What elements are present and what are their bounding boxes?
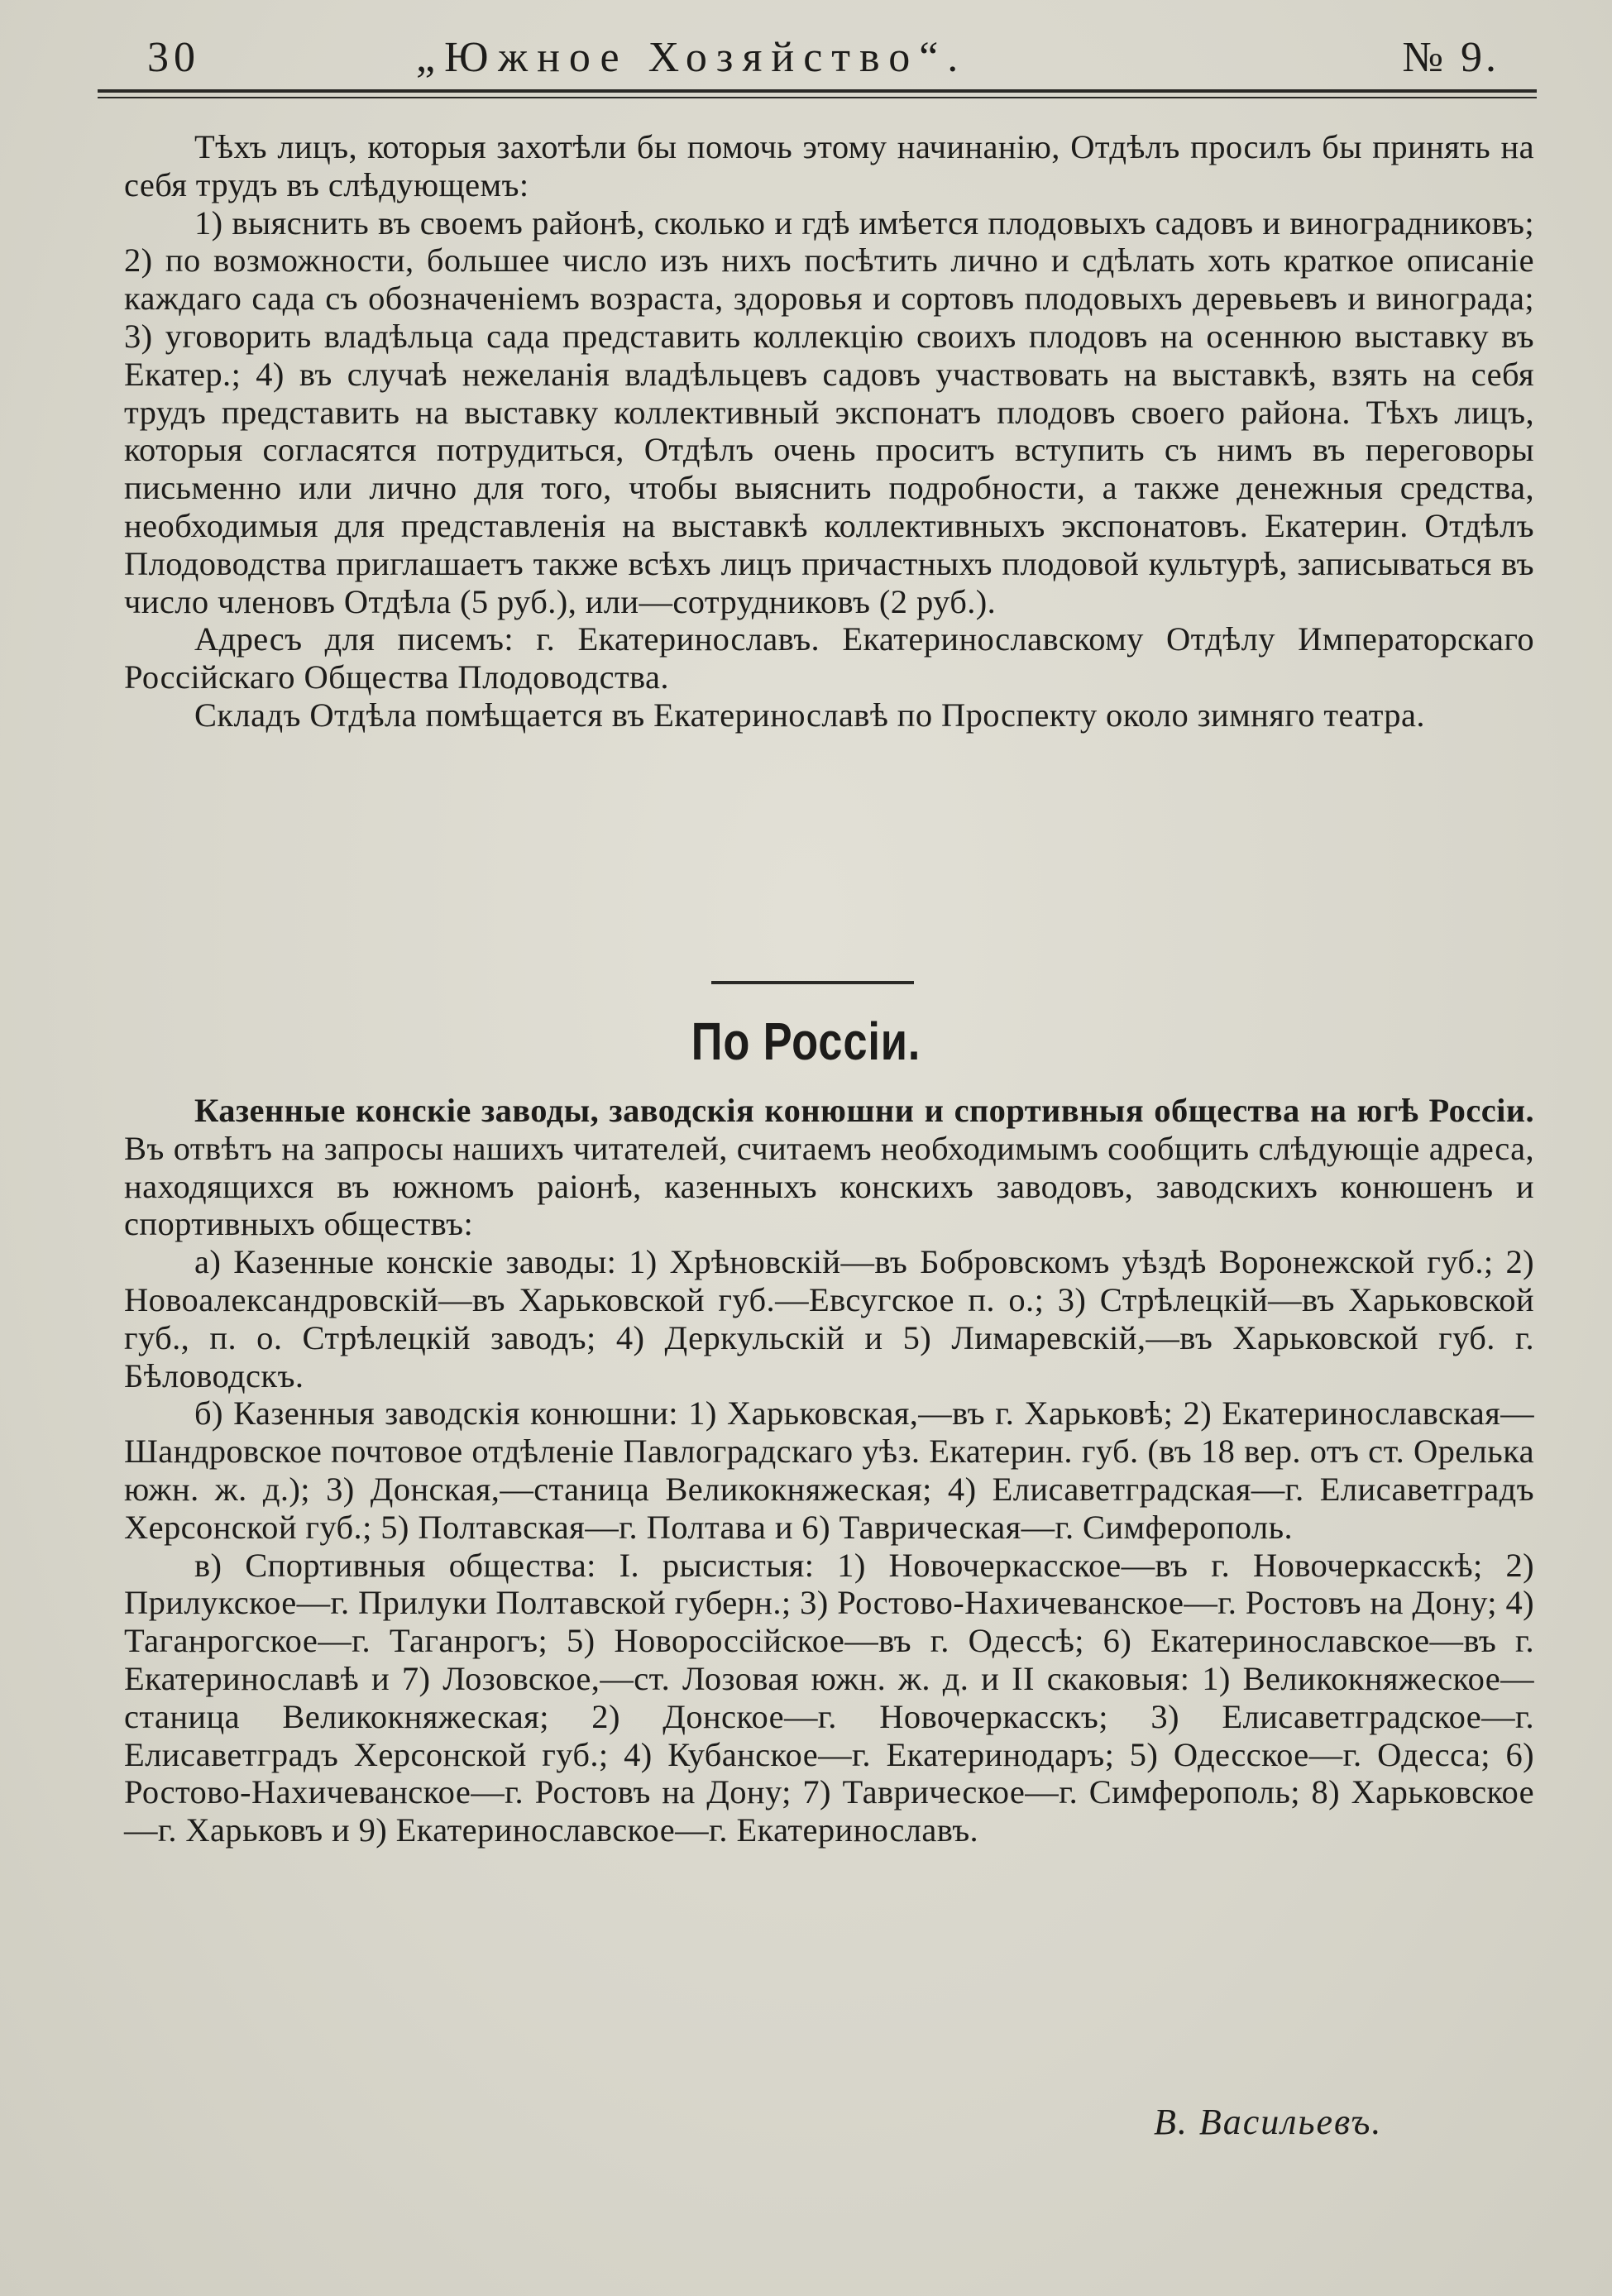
section-divider <box>711 981 914 984</box>
orchard-appeal-text <box>124 128 1534 734</box>
paragraph: 1) выяснить въ своемъ районѣ, сколько и гдѣ имѣется плодовыхъ садовъ и виноградниковъ; 2) по возможности, большее число изъ нихъ посѣтить лично и сдѣлать хоть краткое описанiе каждаго сада съ обозначенiемъ возраста, здоровья и сортовъ плодовыхъ деревьевъ и винограда; 3) уговорить владѣльца сада представить коллекцiю своихъ плодовъ на осеннюю выставку въ Екатер.; 4) въ случаѣ нежеланiя владѣльцевъ садовъ участвовать на выставкѣ, взять на себя трудъ представить на выставку коллективный экспонатъ плодовъ своего района. Тѣхъ лицъ, которыя согласятся потрудиться, Отдѣлъ очень проситъ вступить съ нимъ въ переговоры письменно или лично для того, чтобы выяснить подробности, а также денежныя средства, необходимыя для представленiя на выставкѣ коллективныхъ экспонатовъ. Екатерин. Отдѣлъ Плодоводства приглашаетъ также всѣхъ лицъ причастныхъ плодовой культурѣ, записываться въ число членовъ Отдѣла (5 руб.), или—сотрудниковъ (2 руб.). <box>124 203 1534 620</box>
horse-farms-article <box>124 1092 1534 1849</box>
running-header <box>98 33 1537 83</box>
header-rule-thin <box>98 97 1537 98</box>
header-rule-thick <box>98 89 1537 93</box>
paragraph: Тѣхъ лицъ, которыя захотѣли бы помочь этому начинанiю, Отдѣлъ просилъ бы принять на себя трудъ въ слѣдующемъ: <box>124 128 1534 203</box>
lead-text: Въ отвѣтъ на запросы нашихъ читателей, считаемъ необходимымъ сообщить слѣдующiе адреса, находящихся въ южномъ раiонѣ, казенныхъ конскихъ заводовъ, заводскихъ конюшенъ и спортивныхъ обществъ: <box>124 1129 1534 1243</box>
lead-paragraph <box>124 1092 1534 1243</box>
paragraph: Адресъ для писемъ: г. Екатеринославъ. Екатеринославскому Отдѣлу Императорскаго Россiйскаго Общества Плодоводства. <box>124 620 1534 696</box>
journal-title: „Южное Хозяйство“. <box>416 34 968 81</box>
page-number: 30 <box>147 34 200 81</box>
issue-number: № 9. <box>1402 34 1500 81</box>
paragraph: Складъ Отдѣла помѣщается въ Екатеринославѣ по Проспекту около зимняго театра. <box>194 696 1425 734</box>
paragraph: в) Спортивныя общества: I. рысистыя: 1) Новочеркасское—въ г. Новочеркасскѣ; 2) Прилукское—г. Прилуки Полтавской губерн.; 3) Ростово-Нахичеванское—г. Ростовъ на Дону; 4) Таганрогское—г. Таганрогъ; 5) Новороссiйское—въ г. Одессѣ; 6) Екатеринославское—въ г. Екатеринославѣ и 7) Лозовское,—ст. Лозовая южн. ж. д. и II скаковыя: 1) Великокняжеское—станица Великокняжеская; 2) Донское—г. Новочеркасскъ; 3) Елисаветградское—г. Елисаветградъ Херсонской губ.; 4) Кубанское—г. Екатеринодаръ; 5) Одесское—г. Одесса; 6) Ростово-Нахичеванское—г. Ростовъ на Дону; 7) Таврическое—г. Симферополь; 8) Харьковское—г. Харьковъ и 9) Екатеринославское—г. Екатеринославъ. <box>124 1546 1534 1849</box>
section-heading: По Россiи. <box>691 1012 921 1071</box>
article-heading: Казенные конскiе заводы, заводскiя конюшни и спортивныя общества на югѣ Россiи. <box>194 1092 1534 1129</box>
paragraph: б) Казенныя заводскiя конюшни: 1) Харьковская,—въ г. Харьковѣ; 2) Екатеринославская—Шандровское почтовое отдѣленiе Павлоградскаго уѣз. Екатерин. губ. (въ 18 вер. отъ ст. Орелька южн. ж. д.); 3) Донская,—станица Великокняжеская; 4) Елисаветградская—г. Елисаветградъ Херсонской губ.; 5) Полтавская—г. Полтава и 6) Таврическая—г. Симферополь. <box>124 1394 1534 1546</box>
author-signature: В. Васильевъ. <box>1154 2102 1383 2142</box>
paragraph: а) Казенные конскiе заводы: 1) Хрѣновскiй—въ Бобровскомъ уѣздѣ Воронежской губ.; 2) Новоалександровскiй—въ Харьковской губ.—Евсугское п. о.; 3) Стрѣлецкiй—въ Харьковской губ., п. о. Стрѣлецкiй заводъ; 4) Деркульскiй и 5) Лимаревскiй,—въ Харьковской губ. г. Бѣловодскъ. <box>124 1243 1534 1394</box>
